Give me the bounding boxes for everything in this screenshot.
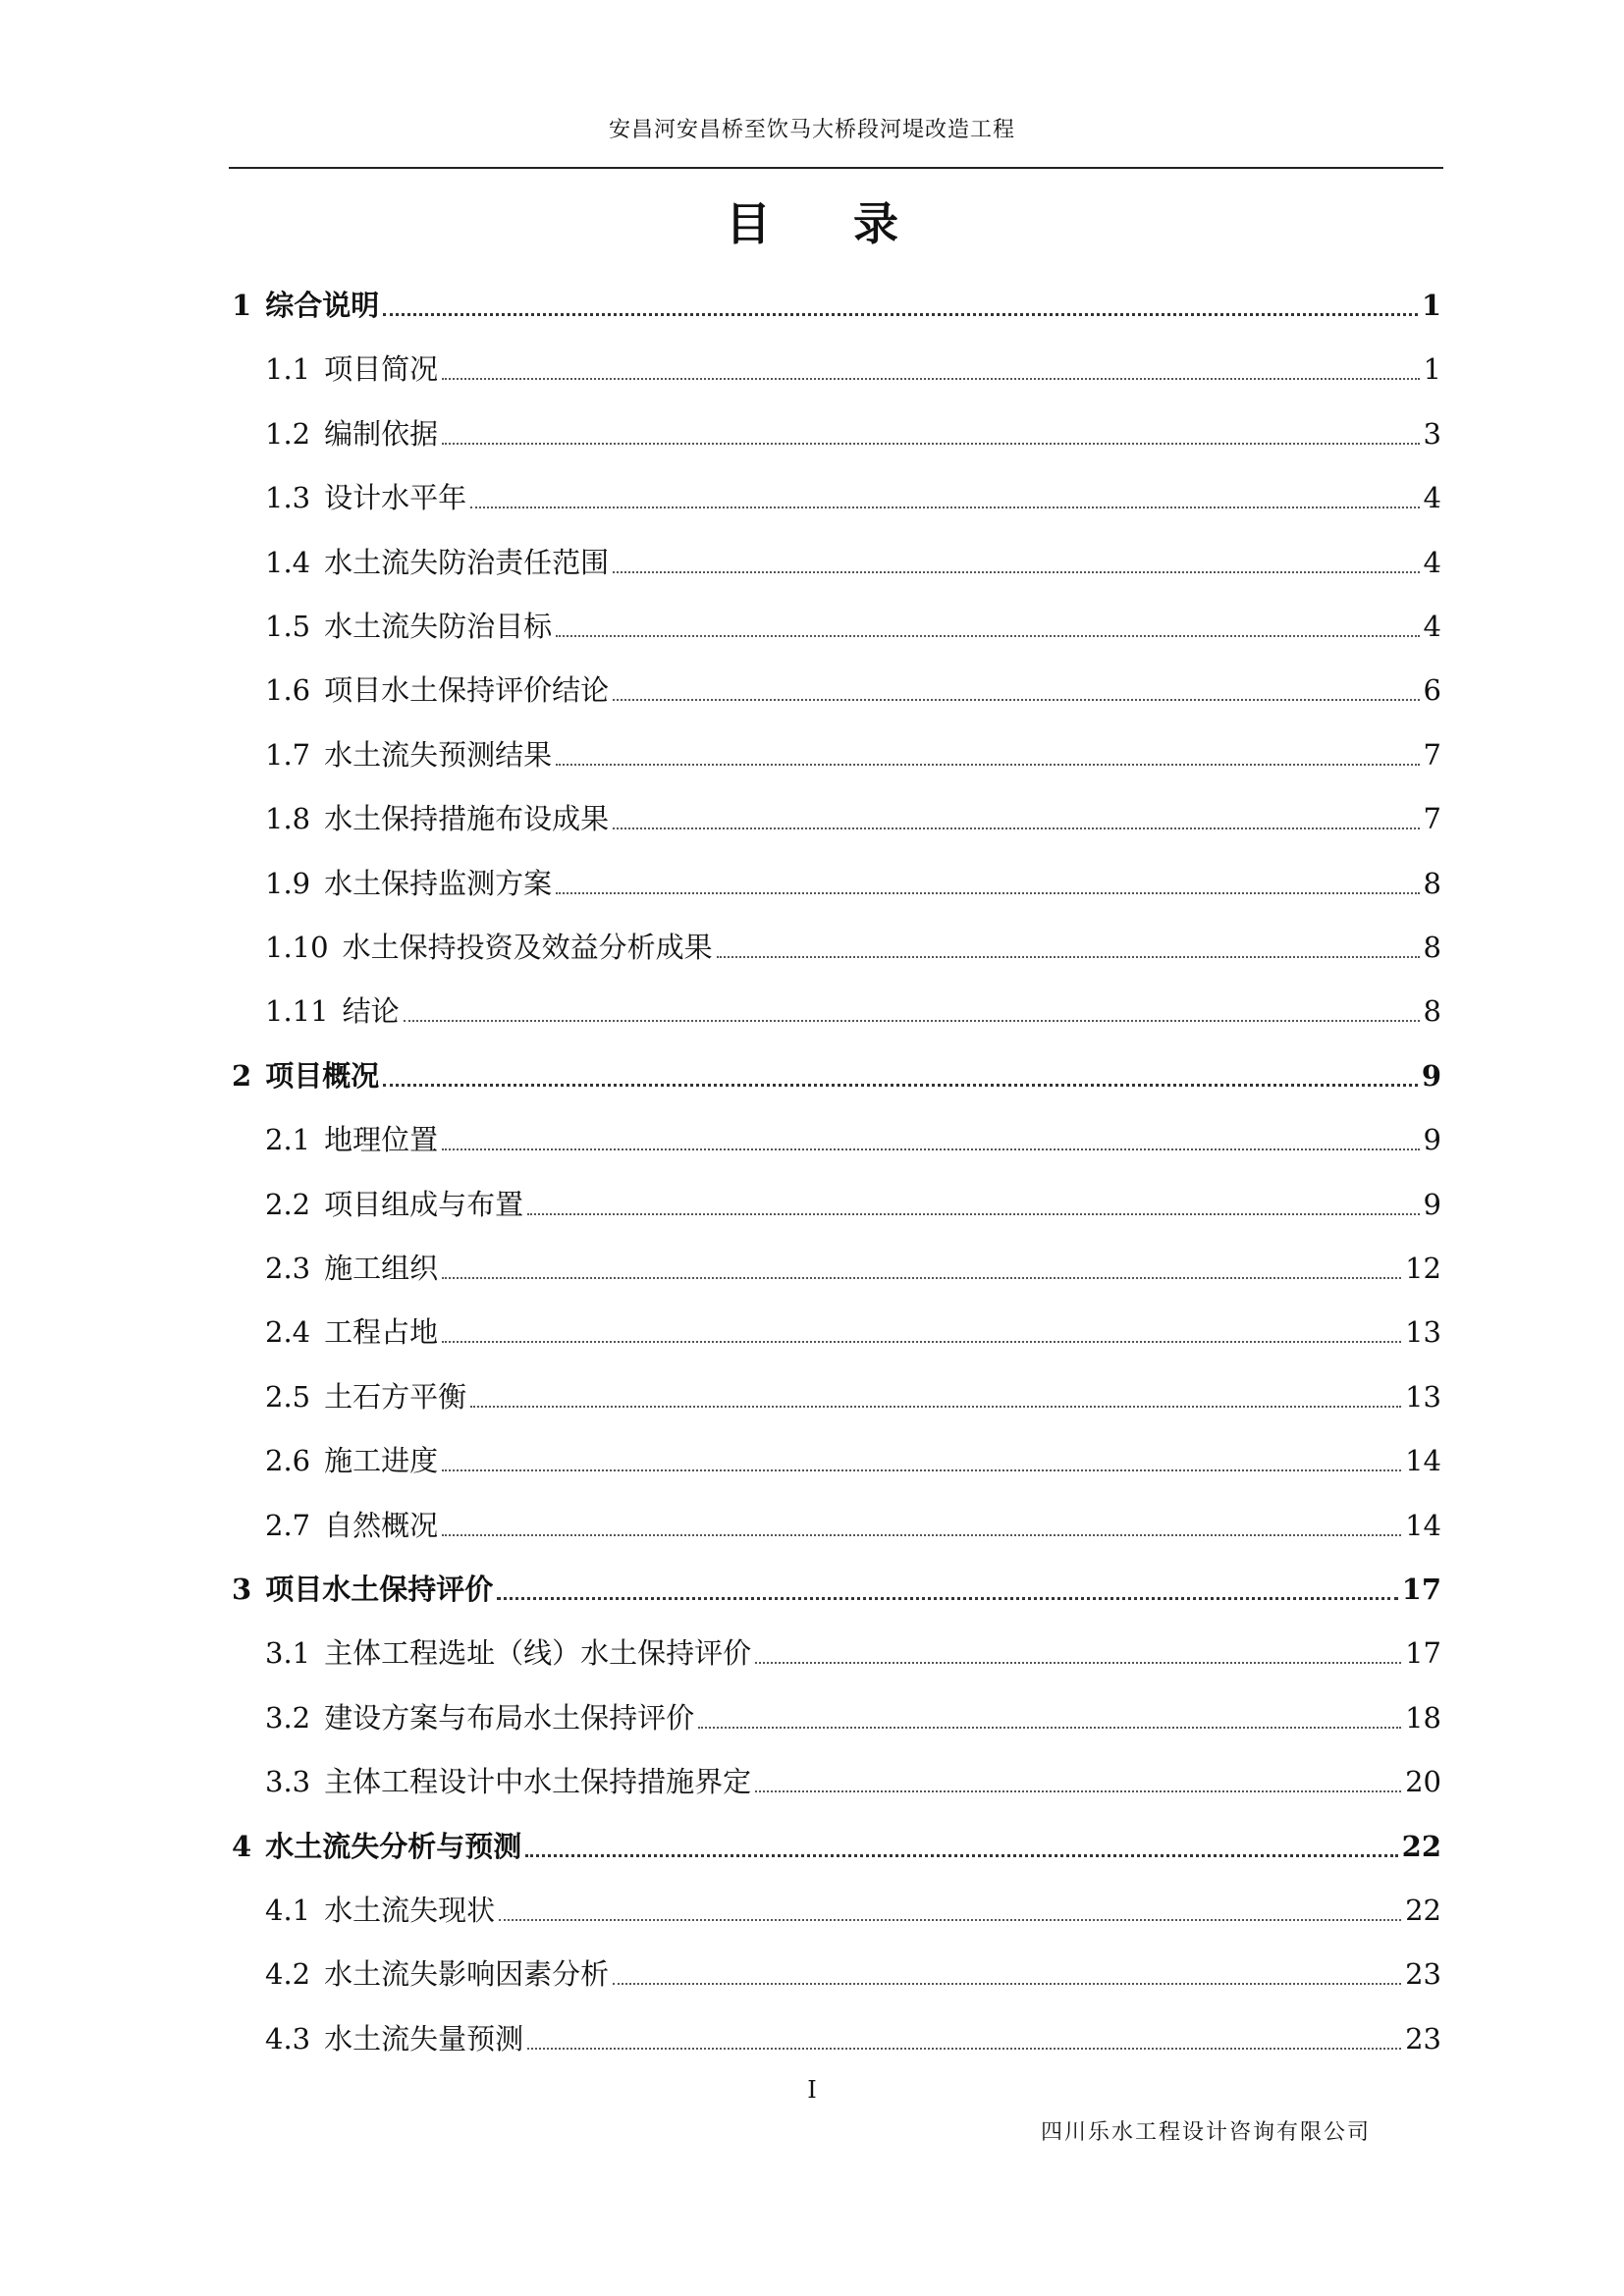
toc-entry-page: 3	[1423, 417, 1441, 451]
toc-section-entry[interactable]	[265, 1954, 1441, 1994]
toc-entry-title: 地理位置	[324, 1123, 439, 1156]
toc-section-entry[interactable]	[265, 1891, 1441, 1930]
toc-entry-title: 自然概况	[324, 1509, 439, 1542]
toc-section-entry[interactable]	[265, 349, 1441, 389]
toc-entry-number: 2	[232, 1059, 252, 1093]
toc-entry-page: 7	[1423, 738, 1441, 772]
toc-entry-page: 22	[1405, 1894, 1441, 1927]
header-divider	[229, 167, 1443, 169]
toc-entry-text	[265, 1120, 438, 1159]
toc-entry-title: 编制依据	[324, 417, 439, 451]
toc-section-entry[interactable]	[265, 991, 1441, 1031]
toc-dot-leader	[470, 507, 1419, 508]
toc-entry-page: 6	[1423, 673, 1441, 707]
toc-dot-leader	[470, 1406, 1401, 1408]
toc-dot-leader	[717, 956, 1420, 958]
toc-entry-text	[265, 1954, 609, 1994]
toc-entry-number: 2.4	[265, 1315, 311, 1349]
toc-entry-page: 1	[1421, 289, 1441, 322]
toc-entry-number: 1.11	[265, 994, 329, 1028]
toc-section-entry[interactable]	[265, 414, 1441, 454]
toc-entry-page: 13	[1405, 1315, 1441, 1349]
toc-dot-leader	[442, 443, 1419, 445]
toc-entry-page: 23	[1405, 2022, 1441, 2056]
toc-entry-number: 1.1	[265, 352, 311, 386]
toc-dot-leader	[613, 828, 1419, 829]
toc-entry-number: 4.3	[265, 2022, 311, 2056]
toc-section-entry[interactable]	[265, 735, 1441, 774]
toc-entry-title: 项目概况	[265, 1059, 380, 1093]
toc-dot-leader	[383, 313, 1418, 316]
toc-entry-number: 3.3	[265, 1765, 311, 1798]
toc-entry-text	[232, 1570, 493, 1609]
toc-entry-title: 水土保持监测方案	[324, 867, 553, 900]
toc-entry-text	[265, 414, 438, 454]
toc-entry-title: 水土流失防治责任范围	[324, 546, 610, 579]
toc-entry-number: 2.5	[265, 1380, 311, 1414]
toc-entry-title: 施工组织	[324, 1252, 439, 1285]
toc-entry-page: 17	[1401, 1573, 1441, 1606]
toc-entry-page: 13	[1405, 1380, 1441, 1414]
toc-entry-number: 1.7	[265, 738, 311, 772]
toc-entry-title: 水土流失分析与预测	[265, 1830, 522, 1863]
toc-dot-leader	[442, 1534, 1401, 1536]
toc-entry-number: 1.3	[265, 481, 311, 514]
toc-section-entry[interactable]	[265, 1185, 1441, 1224]
toc-dot-leader	[527, 1213, 1419, 1215]
toc-dot-leader	[525, 1854, 1397, 1857]
toc-section-entry[interactable]	[265, 1633, 1441, 1673]
toc-dot-leader	[527, 2048, 1401, 2050]
toc-entry-title: 建设方案与布局水土保持评价	[324, 1701, 695, 1735]
toc-entry-number: 1.8	[265, 802, 311, 835]
toc-entry-text	[265, 735, 552, 774]
toc-entry-number: 1.5	[265, 610, 311, 643]
toc-entry-page: 23	[1405, 1957, 1441, 1991]
toc-section-entry[interactable]	[265, 1762, 1441, 1801]
toc-entry-text	[265, 799, 609, 838]
toc-entry-text	[265, 1698, 694, 1737]
toc-entry-page: 4	[1423, 481, 1441, 514]
toc-entry-page: 17	[1405, 1636, 1441, 1670]
toc-entry-number: 2.7	[265, 1509, 311, 1542]
toc-entry-title: 水土流失量预测	[324, 2022, 524, 2056]
toc-dot-leader	[404, 1020, 1420, 1022]
toc-entry-page: 4	[1423, 610, 1441, 643]
toc-entry-text	[265, 543, 609, 582]
toc-entry-text	[232, 286, 379, 325]
toc-entry-page: 8	[1423, 994, 1441, 1028]
toc-section-entry[interactable]	[265, 1698, 1441, 1737]
toc-dot-leader	[497, 1597, 1397, 1600]
toc-entry-number: 2.1	[265, 1123, 311, 1156]
toc-dot-leader	[613, 699, 1419, 701]
toc-entry-title: 水土保持措施布设成果	[324, 802, 610, 835]
toc-section-entry[interactable]	[265, 1249, 1441, 1288]
toc-entry-text	[265, 1185, 523, 1224]
toc-entry-page: 14	[1405, 1444, 1441, 1477]
toc-entry-title: 水土保持投资及效益分析成果	[342, 931, 713, 964]
toc-entry-text	[265, 670, 609, 710]
toc-entry-text	[232, 1827, 521, 1866]
toc-entry-page: 12	[1405, 1252, 1441, 1285]
toc-dot-leader	[442, 1469, 1401, 1471]
toc-entry-number: 3	[232, 1573, 252, 1606]
toc-entry-number: 1.4	[265, 546, 311, 579]
toc-entry-number: 2.6	[265, 1444, 311, 1477]
toc-section-entry[interactable]	[265, 478, 1441, 517]
toc-section-entry[interactable]	[265, 1120, 1441, 1159]
toc-entry-title: 水土流失防治目标	[324, 610, 553, 643]
toc-entry-title: 主体工程选址（线）水土保持评价	[324, 1636, 752, 1670]
toc-entry-text	[265, 1377, 466, 1416]
toc-entry-text	[265, 1312, 438, 1352]
toc-entry-text	[265, 1633, 751, 1673]
toc-chapter-entry[interactable]	[232, 1056, 1441, 1095]
toc-chapter-entry[interactable]	[232, 1827, 1441, 1866]
toc-entry-title: 水土流失影响因素分析	[324, 1957, 610, 1991]
toc-entry-page: 9	[1423, 1123, 1441, 1156]
toc-dot-leader	[442, 1148, 1419, 1150]
toc-chapter-entry[interactable]	[232, 1570, 1441, 1609]
toc-entry-title: 主体工程设计中水土保持措施界定	[324, 1765, 752, 1798]
toc-entry-text	[265, 2019, 523, 2058]
toc-entry-page: 7	[1423, 802, 1441, 835]
toc-entry-title: 施工进度	[324, 1444, 439, 1477]
toc-entry-text	[265, 1762, 751, 1801]
toc-section-entry[interactable]	[265, 670, 1441, 710]
toc-entry-page: 9	[1423, 1188, 1441, 1221]
toc-entry-number: 4.2	[265, 1957, 311, 1991]
toc-dot-leader	[613, 1983, 1401, 1985]
toc-section-entry[interactable]	[265, 2019, 1441, 2058]
toc-dot-leader	[499, 1919, 1401, 1921]
toc-entry-title: 项目水土保持评价结论	[324, 673, 610, 707]
toc-entry-title: 项目水土保持评价	[265, 1573, 494, 1606]
toc-entry-title: 水土流失现状	[324, 1894, 496, 1927]
toc-entry-number: 4	[232, 1830, 252, 1863]
toc-entry-page: 9	[1421, 1059, 1441, 1093]
toc-entry-title: 结论	[342, 994, 400, 1028]
toc-section-entry[interactable]	[265, 607, 1441, 646]
toc-dot-leader	[442, 378, 1419, 380]
toc-section-entry[interactable]	[265, 864, 1441, 903]
company-name: 四川乐水工程设计咨询有限公司	[1041, 2120, 1372, 2145]
toc-entry-text	[265, 864, 552, 903]
toc-entry-text	[232, 1056, 379, 1095]
toc-dot-leader	[613, 571, 1419, 573]
toc-entry-title: 土石方平衡	[324, 1380, 467, 1414]
toc-dot-leader	[556, 635, 1419, 637]
toc-entry-text	[265, 478, 466, 517]
toc-entry-number: 4.1	[265, 1894, 311, 1927]
toc-section-entry[interactable]	[265, 543, 1441, 582]
toc-entry-title: 综合说明	[265, 289, 380, 322]
toc-section-entry[interactable]	[265, 1377, 1441, 1416]
toc-dot-leader	[442, 1341, 1401, 1343]
toc-entry-number: 1.9	[265, 867, 311, 900]
toc-entry-number: 1.2	[265, 417, 311, 451]
toc-entry-page: 18	[1405, 1701, 1441, 1735]
toc-entry-title: 工程占地	[324, 1315, 439, 1349]
toc-entry-page: 4	[1423, 546, 1441, 579]
toc-entry-text	[265, 1506, 438, 1545]
toc-entry-text	[265, 349, 438, 389]
toc-section-entry[interactable]	[265, 928, 1441, 967]
toc-entry-number: 1	[232, 289, 252, 322]
toc-section-entry[interactable]	[265, 1506, 1441, 1545]
toc-dot-leader	[383, 1084, 1418, 1087]
toc-entry-text	[265, 1441, 438, 1480]
toc-entry-number: 2.2	[265, 1188, 311, 1221]
toc-dot-leader	[698, 1727, 1401, 1729]
toc-section-entry[interactable]	[265, 799, 1441, 838]
toc-title: 目录	[726, 197, 981, 250]
toc-entry-number: 2.3	[265, 1252, 311, 1285]
page-number: I	[807, 2076, 817, 2104]
toc-entry-page: 8	[1423, 867, 1441, 900]
toc-section-entry[interactable]	[265, 1441, 1441, 1480]
toc-entry-title: 设计水平年	[324, 481, 467, 514]
toc-entry-number: 1.10	[265, 931, 329, 964]
toc-entry-title: 项目组成与布置	[324, 1188, 524, 1221]
toc-entry-page: 14	[1405, 1509, 1441, 1542]
toc-entry-text	[265, 928, 713, 967]
toc-entry-text	[265, 1891, 495, 1930]
toc-entry-title: 水土流失预测结果	[324, 738, 553, 772]
running-header: 安昌河安昌桥至饮马大桥段河堤改造工程	[608, 118, 1015, 142]
toc-dot-leader	[442, 1277, 1401, 1279]
toc-dot-leader	[556, 892, 1419, 894]
toc-entry-text	[265, 1249, 438, 1288]
toc-entry-number: 1.6	[265, 673, 311, 707]
toc-entry-title: 项目简况	[324, 352, 439, 386]
toc-entry-number: 3.2	[265, 1701, 311, 1735]
toc-dot-leader	[755, 1662, 1401, 1664]
toc-section-entry[interactable]	[265, 1312, 1441, 1352]
toc-entry-text	[265, 991, 400, 1031]
toc-dot-leader	[556, 764, 1419, 766]
toc-entry-text	[265, 607, 552, 646]
toc-chapter-entry[interactable]	[232, 286, 1441, 325]
toc-entry-number: 3.1	[265, 1636, 311, 1670]
toc-dot-leader	[755, 1790, 1401, 1792]
toc-entry-page: 1	[1423, 352, 1441, 386]
toc-entry-page: 22	[1401, 1830, 1441, 1863]
toc-entry-page: 8	[1423, 931, 1441, 964]
toc-entry-page: 20	[1405, 1765, 1441, 1798]
